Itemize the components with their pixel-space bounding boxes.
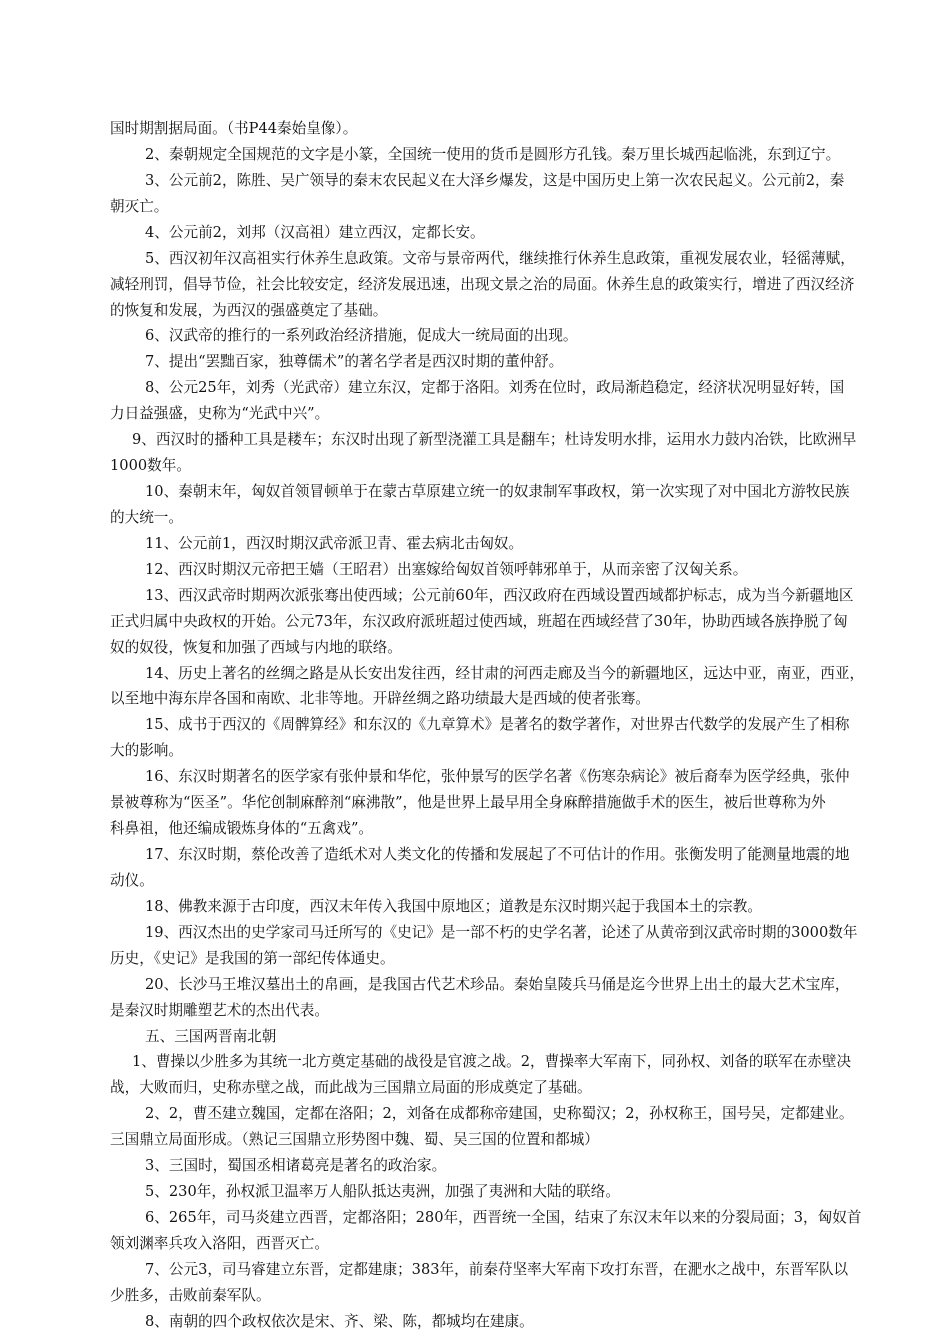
text-line: 力日益强盛，史称为“光武中兴”。 (110, 405, 330, 423)
text-line: 20、长沙马王堆汉墓出土的帛画，是我国古代艺术珍品。秦始皇陵兵马俑是迄今世界上出土的最大艺术宝库， (145, 975, 850, 993)
text-line: 16、东汉时期著名的医学家有张仲景和华佗，张仲景写的医学名著《伤寒杂病论》被后裔奉为医学经典，张仲 (145, 768, 850, 786)
text-line: 3、三国时，蜀国丞相诸葛亮是著名的政治家。 (145, 1157, 447, 1175)
text-line: 13、西汉武帝时期两次派张骞出使西域；公元前60年，西汉政府在西域设置西域都护标志，成为当今新疆地区 (145, 586, 854, 604)
text-line: 正式归属中央政权的开始。公元73年，东汉政府派班超过使西域，班超在西域经营了30年，协助西域各族挣脱了匈 (110, 612, 848, 630)
text-line: 动仪。 (110, 871, 154, 889)
text-line: 5、230年，孙权派卫温率万人船队抵达夷洲，加强了夷洲和大陆的联络。 (145, 1183, 620, 1201)
text-line: 减轻刑罚，倡导节俭，社会比较安定，经济发展迅速，出现文景之治的局面。休养生息的政策实行，增进了西汉经济 (110, 275, 855, 293)
text-line: 历史，《史记》是我国的第一部纪传体通史。 (110, 949, 395, 967)
text-line: 少胜多，击败前秦军队。 (110, 1286, 271, 1304)
text-line: 18、佛教来源于古印度，西汉末年传入我国中原地区；道教是东汉时期兴起于我国本土的宗教。 (145, 897, 762, 915)
text-line: 2、秦朝规定全国规范的文字是小篆，全国统一使用的货币是圆形方孔钱。秦万里长城西起临洮，东到辽宁。 (145, 145, 841, 163)
text-line: 景被尊称为“医圣”。华佗创制麻醉剂“麻沸散”，他是世界上最早用全身麻醉措施做手术的医生，被后世尊称为外 (110, 794, 826, 812)
text-line: 6、汉武帝的推行的一系列政治经济措施，促成大一统局面的出现。 (145, 327, 578, 345)
text-line: 领刘渊率兵攻入洛阳，西晋灭亡。 (110, 1234, 329, 1252)
text-line: 19、西汉杰出的史学家司马迁所写的《史记》是一部不朽的史学名著，论述了从黄帝到汉武帝时期的3000数年 (145, 923, 858, 941)
text-line: 14、历史上著名的丝绸之路是从长安出发往西，经甘肃的河西走廊及当今的新疆地区，远达中亚，南亚，西亚， (145, 664, 865, 682)
text-line: 4、公元前2，刘邦（汉高祖）建立西汉，定都长安。 (145, 223, 485, 241)
text-line: 12、西汉时期汉元帝把王嫱（王昭君）出塞嫁给匈奴首领呼韩邪单于，从而亲密了汉匈关系。 (145, 560, 748, 578)
text-line: 战，大败而归，史称赤壁之战，而此战为三国鼎立局面的形成奠定了基础。 (110, 1079, 592, 1097)
text-line: 国时期割据局面。（书P44秦始皇像）。 (110, 120, 358, 137)
text-line: 1、曹操以少胜多为其统一北方奠定基础的战役是官渡之战。2，曹操率大军南下，同孙权、刘备的联军在赤壁决 (132, 1053, 852, 1071)
text-line: 是秦汉时期雕塑艺术的杰出代表。 (110, 1001, 329, 1019)
text-line: 以至地中海东岸各国和南欧、北非等地。开辟丝绸之路功绩最大是西域的使者张骞。 (110, 690, 650, 708)
text-line: 11、公元前1，西汉时期汉武帝派卫青、霍去病北击匈奴。 (145, 534, 524, 552)
text-line: 朝灭亡。 (110, 197, 169, 215)
text-line: 的恢复和发展，为西汉的强盛奠定了基础。 (110, 301, 388, 319)
text-line: 1000数年。 (110, 457, 191, 475)
text-line: 2、2，曹丕建立魏国，定都在洛阳；2，刘备在成都称帝建国，史称蜀汉；2，孙权称王，国号吴，定都建业。 (145, 1105, 854, 1123)
text-line: 三国鼎立局面形成。（熟记三国鼎立形势图中魏、蜀、吴三国的位置和都城） (110, 1131, 599, 1149)
text-line: 10、秦朝末年，匈奴首领冒顿单于在蒙古草原建立统一的奴隶制军事政权，第一次实现了对中国北方游牧民族 (145, 483, 850, 501)
text-line: 大的影响。 (110, 742, 183, 760)
text-line: 8、南朝的四个政权依次是宋、齐、梁、陈，都城均在建康。 (145, 1312, 534, 1330)
text-line: 17、东汉时期，蔡伦改善了造纸术对人类文化的传播和发展起了不可估计的作用。张衡发明了能测量地震的地 (145, 846, 850, 864)
text-line: 9、西汉时的播种工具是耧车；东汉时出现了新型浇灌工具是翻车；杜诗发明水排，运用水力鼓内冶铁，比欧洲早 (132, 431, 857, 449)
text-line: 15、成书于西汉的《周髀算经》和东汉的《九章算术》是著名的数学著作，对世界古代数学的发展产生了相称 (145, 716, 850, 734)
text-line: 奴的奴役，恢复和加强了西域与内地的联络。 (110, 638, 402, 656)
text-line: 五、三国两晋南北朝 (145, 1027, 277, 1045)
text-line: 7、公元3，司马睿建立东晋，定都建康；383年，前秦苻坚率大军南下攻打东晋，在淝水之战中，东晋军队以 (145, 1260, 849, 1278)
text-line: 7、提出“罢黜百家，独尊儒术”的著名学者是西汉时期的董仲舒。 (145, 353, 564, 371)
text-line: 3、公元前2，陈胜、吴广领导的秦末农民起义在大泽乡爆发，这是中国历史上第一次农民起义。公元前2，秦 (145, 171, 845, 189)
text-line: 8、公元25年，刘秀（光武帝）建立东汉，定都于洛阳。刘秀在位时，政局渐趋稳定，经济状况明显好转，国 (145, 379, 845, 397)
text-line: 6、265年，司马炎建立西晋，定都洛阳；280年，西晋统一全国，结束了东汉末年以来的分裂局面；3，匈奴首 (145, 1209, 862, 1227)
text-line: 科鼻祖，他还编成锻炼身体的“五禽戏”。 (110, 820, 374, 838)
text-line: 5、西汉初年汉高祖实行休养生息政策。文帝与景帝两代，继续推行休养生息政策，重视发展农业，轻徭薄赋， (145, 249, 855, 267)
text-line: 的大统一。 (110, 508, 183, 526)
